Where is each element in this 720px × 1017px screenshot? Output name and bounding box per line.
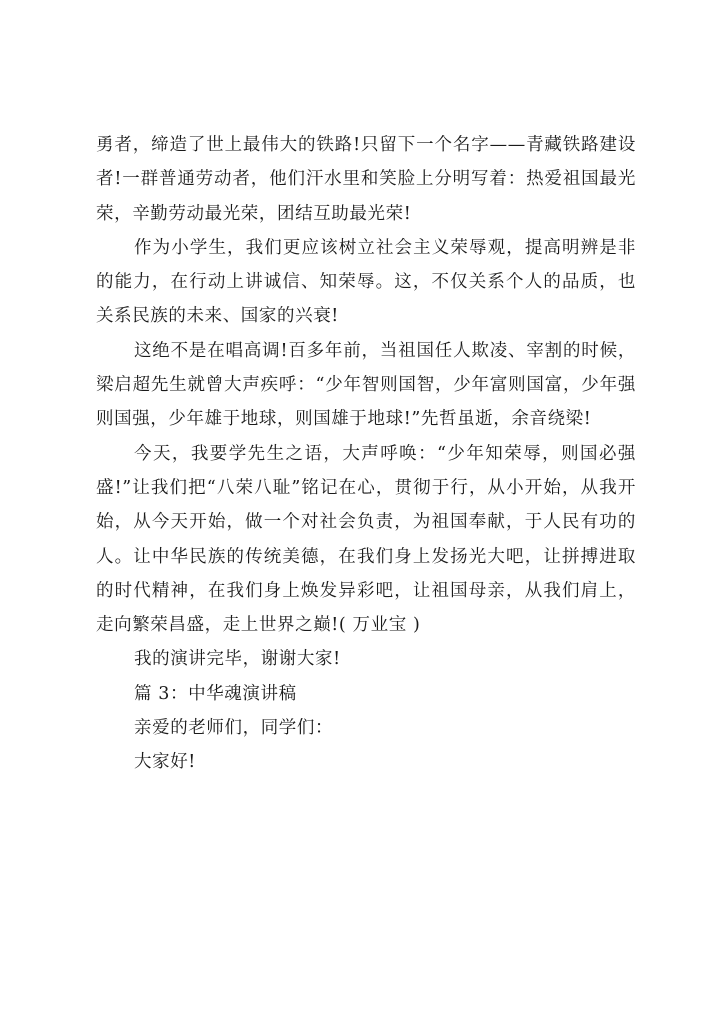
paragraph-liang-qichao: 这绝不是在唱高调!百多年前，当祖国任人欺凌、宰割的时候，梁启超先生就曾大声疾呼：“少年智则国智，少年富则国富，少年强则国强，少年雄于地球，则国雄于地球!”先哲虽逝，余音绕梁! (96, 340, 636, 430)
document-body (96, 128, 636, 780)
closing-line: 我的演讲完毕，谢谢大家! (134, 649, 341, 670)
paragraph-honor-view: 作为小学生，我们更应该树立社会主义荣辱观，提高明辨是非的能力，在行动上讲诚信、知荣辱。这，不仅关系个人的品质，也关系民族的未来、国家的兴衰! (96, 237, 636, 327)
salutation-line: 亲爱的老师们，同学们： (134, 718, 334, 739)
section-title: 篇 3：中华魂演讲稿 (134, 683, 297, 704)
greeting-line: 大家好! (134, 752, 196, 773)
paragraph-call-to-action: 今天，我要学先生之语，大声呼唤：“少年知荣辱，则国必强盛!”让我们把“八荣八耻”铭记在心，贯彻于行，从小开始，从我开始，从今天开始，做一个对社会负责，为祖国奉献，于人民有功的人。让中华民族的传统美德，在我们身上发扬光大吧，让拼搏进取的时代精神，在我们身上焕发异彩吧，让祖国母亲，从我们肩上，走向繁荣昌盛，走上世界之巅!( 万业宝 ) (96, 443, 636, 636)
paragraph-continuation: 勇者，缔造了世上最伟大的铁路!只留下一个名字——青藏铁路建设者!一群普通劳动者，他们汗水里和笑脸上分明写着：热爱祖国最光荣，辛勤劳动最光荣，团结互助最光荣! (96, 135, 636, 224)
